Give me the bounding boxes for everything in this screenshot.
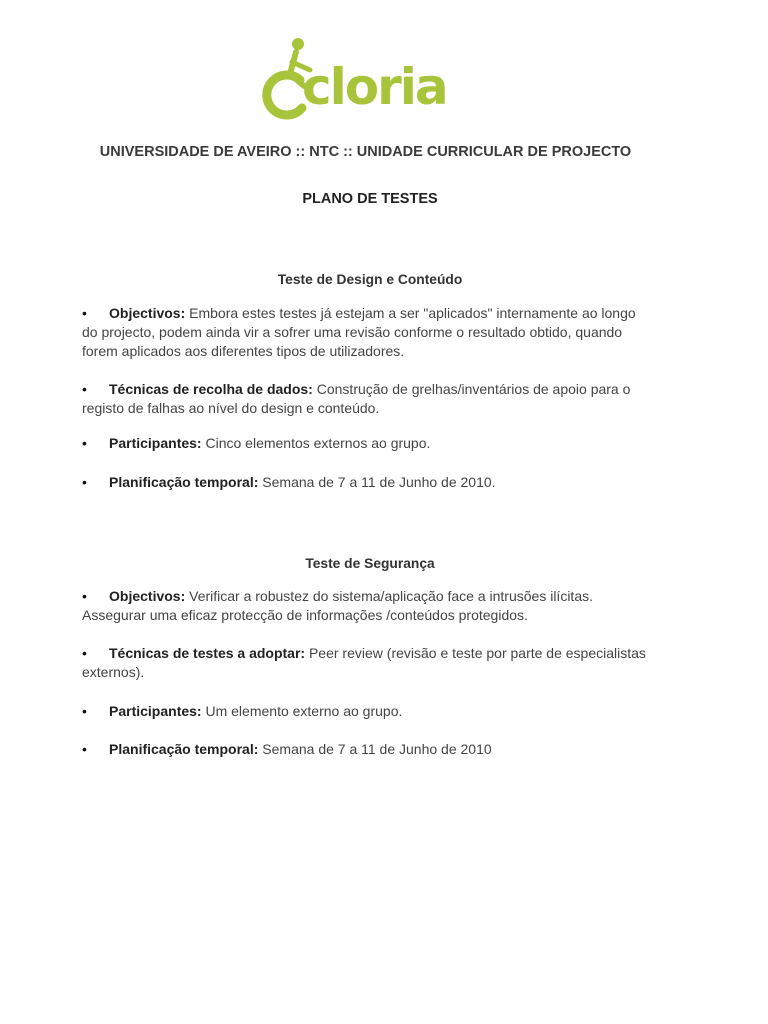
bullet-icon: • [82, 474, 87, 490]
bullet-icon: • [82, 435, 87, 451]
bullet-icon: • [82, 703, 87, 719]
list-item [82, 434, 654, 453]
list-item [82, 380, 654, 418]
bullet-icon: • [82, 588, 87, 604]
item-text: Semana de 7 a 11 de Junho de 2010 [262, 741, 492, 757]
item-text: Construção de grelhas/inventários de apoio para o registo de falhas ao nível do design e conteúdo. [82, 381, 631, 416]
bullet-icon: • [82, 381, 87, 397]
bullet-icon: • [82, 305, 87, 321]
list-item [82, 702, 654, 721]
cicloria-logo [262, 34, 472, 120]
item-text: Embora estes testes já estejam a ser "aplicados" internamente ao longo do projecto, podem ainda vir a sofrer uma revisão conforme o resultado obtido, quando forem aplicados aos diferentes tipos de utilizadores. [82, 305, 636, 359]
bullet-icon: • [82, 645, 87, 661]
item-label: Objectivos: [109, 305, 186, 321]
document-title: PLANO DE TESTES [302, 191, 438, 207]
item-text: Um elemento externo ao grupo. [205, 703, 403, 719]
item-label: Participantes: [109, 435, 202, 451]
item-label: Planificação temporal: [109, 474, 259, 490]
list-item [82, 644, 654, 682]
item-text: Cinco elementos externos ao grupo. [205, 435, 431, 451]
logo-wordmark: cloria [302, 58, 447, 116]
section-title-security: Teste de Segurança [305, 556, 435, 571]
section-title-design: Teste de Design e Conteúdo [277, 272, 463, 287]
item-label: Objectivos: [109, 588, 186, 604]
item-text: Peer review (revisão e teste por parte de especialistas externos). [82, 645, 646, 680]
item-text: Verificar a robustez do sistema/aplicação face a intrusões ilícitas. Assegurar uma eficaz protecção de informações /conteúdos protegidos. [82, 588, 594, 623]
item-label: Técnicas de recolha de dados: [109, 381, 313, 397]
list-item [82, 740, 654, 759]
list-item [82, 473, 654, 492]
item-label: Participantes: [109, 703, 202, 719]
item-label: Técnicas de testes a adoptar: [109, 645, 306, 661]
university-header: UNIVERSIDADE DE AVEIRO :: NTC :: UNIDADE CURRICULAR DE PROJECTO [99, 144, 632, 160]
bullet-icon: • [82, 741, 87, 757]
item-text: Semana de 7 a 11 de Junho de 2010. [262, 474, 496, 490]
item-label: Planificação temporal: [109, 741, 259, 757]
list-item [82, 587, 654, 625]
list-item [82, 304, 654, 361]
